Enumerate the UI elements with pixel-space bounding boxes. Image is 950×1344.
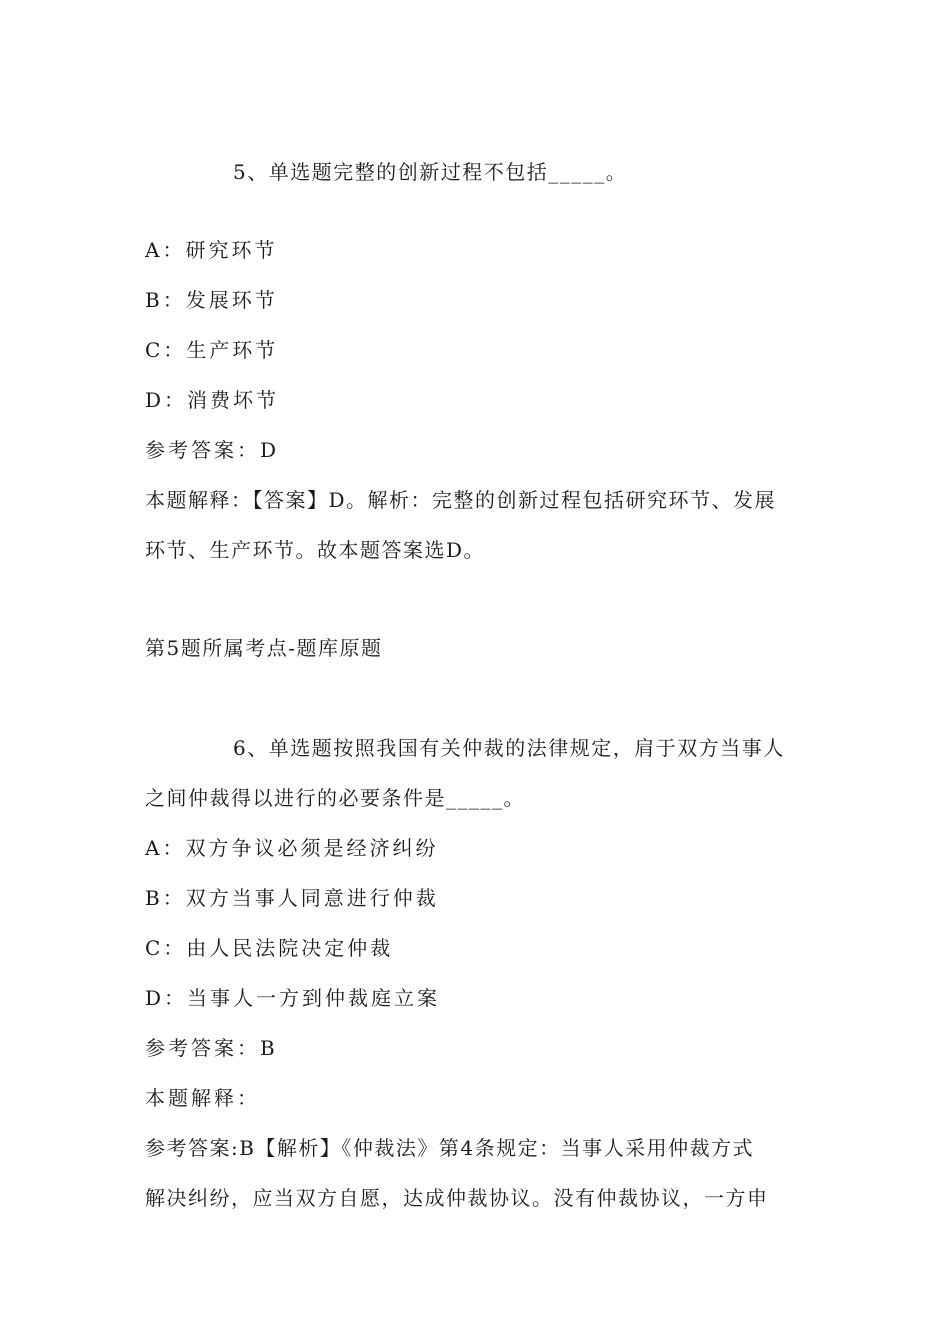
q6-answer: 参考答案：B (145, 1036, 278, 1060)
q5-option-b: B：发展环节 (145, 288, 278, 312)
q6-option-d: D：当事人一方到仲裁庭立案 (145, 986, 441, 1010)
q5-option-c: C：生产环节 (145, 338, 279, 362)
q5-explanation-line2: 环节、生产环节。故本题答案选D。 (145, 538, 486, 562)
q6-explanation-line2: 解决纠纷，应当双方自愿，达成仲裁协议。没有仲裁协议，一方申 (145, 1186, 769, 1210)
q6-stem-line2: 之间仲裁得以进行的必要条件是_____。 (145, 786, 525, 810)
q5-stem: 5、单选题完整的创新过程不包括_____。 (233, 160, 628, 184)
q6-option-c: C：由人民法院决定仲裁 (145, 936, 394, 960)
q5-explanation-line1: 本题解释：【答案】D。解析：完整的创新过程包括研究环节、发展 (145, 488, 777, 512)
q6-explanation-label: 本题解释： (145, 1086, 260, 1110)
q5-option-d: D：消费坏节 (145, 388, 280, 412)
q6-option-a: A：双方争议必须是经济纠纷 (145, 836, 439, 860)
q5-option-a: A：研究环节 (145, 238, 278, 262)
q5-topic: 第5题所属考点-题库原题 (145, 636, 383, 660)
q5-answer: 参考答案：D (145, 438, 280, 462)
q6-stem-line1: 6、单选题按照我国有关仲裁的法律规定，肩于双方当事人 (233, 736, 785, 760)
q6-option-b: B：双方当事人同意进行仲裁 (145, 886, 439, 910)
q6-explanation-line1: 参考答案:B【解析】《仲裁法》第4条规定：当事人采用仲裁方式 (145, 1136, 755, 1160)
